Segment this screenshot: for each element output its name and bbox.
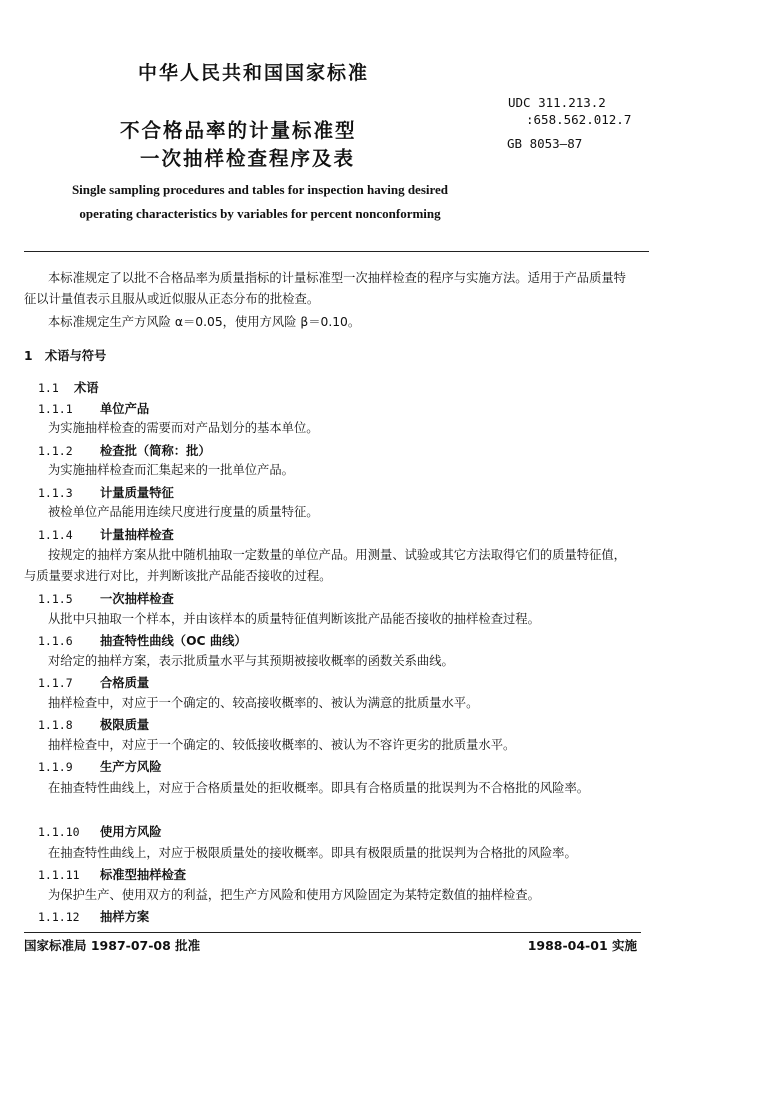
document-title (120, 117, 357, 173)
term-definition: 为保护生产、使用双方的利益，把生产方风险和使用方风险固定为某特定数值的抽样检查。 (48, 888, 540, 902)
english-title (0, 178, 520, 226)
udc-classification (508, 94, 631, 128)
approval-date: 国家标准局 1987-07-08 批准 (24, 938, 201, 953)
term-heading (38, 673, 149, 691)
term-number: 1.1.7 (38, 676, 73, 690)
term-heading (38, 483, 174, 501)
term-name: 一次抽样检查 (100, 592, 174, 606)
term-heading (38, 589, 174, 607)
term-name: 生产方风险 (100, 760, 162, 774)
term-number: 1.1.5 (38, 592, 73, 606)
term-number: 1.1.8 (38, 718, 73, 732)
term-name: 抽样方案 (100, 910, 150, 924)
intro-paragraph-1: 本标准规定了以批不合格品率为质量指标的计量标准型一次抽样检查的程序与实施方法。适用于产品质量特征以计量值表示且服从或近似服从正态分布的批检查。 (24, 271, 626, 306)
term-name: 计量抽样检查 (100, 528, 174, 542)
term-number: 1.1.12 (38, 910, 80, 924)
header-divider (24, 251, 649, 252)
term-heading (38, 631, 247, 649)
term-number: 1.1.11 (38, 868, 80, 882)
term-definition: 被检单位产品能用连续尺度进行度量的质量特征。 (48, 505, 319, 519)
term-name: 标准型抽样检查 (100, 868, 187, 882)
subsection-heading (38, 378, 99, 396)
footer-divider (24, 932, 641, 933)
term-name: 极限质量 (100, 718, 150, 732)
udc-line-1: UDC 311.213.2 (508, 95, 606, 110)
term-definition: 按规定的抽样方案从批中随机抽取一定数量的单位产品。用测量、试验或其它方法取得它们的质量特征值，与质量要求进行对比，并判断该批产品能否接收的过程。 (24, 548, 626, 583)
term-heading (38, 715, 149, 733)
term-definition: 对给定的抽样方案，表示批质量水平与其预期被接收概率的函数关系曲线。 (48, 654, 454, 668)
section-heading: 1 术语与符号 (24, 349, 107, 363)
term-name: 检查批（简称：批） (100, 444, 211, 458)
term-definition: 在抽查特性曲线上，对应于合格质量处的拒收概率。即具有合格质量的批误判为不合格批的风险率。 (48, 781, 590, 795)
term-heading (38, 907, 149, 925)
english-title-line-1: Single sampling procedures and tables for inspection having desired (71, 182, 449, 197)
term-name: 抽查特性曲线（OC 曲线） (100, 634, 247, 648)
term-definition: 为实施抽样检查的需要而对产品划分的基本单位。 (48, 421, 319, 435)
intro-paragraph-2: 本标准规定生产方风险 α＝0.05，使用方风险 β＝0.10。 (48, 315, 361, 329)
udc-line-2: :658.562.012.7 (526, 112, 632, 127)
term-number: 1.1.6 (38, 634, 73, 648)
term-number: 1.1.4 (38, 528, 73, 542)
term-name: 单位产品 (100, 402, 150, 416)
term-definition: 在抽查特性曲线上，对应于极限质量处的接收概率。即具有极限质量的批误判为合格批的风险率。 (48, 846, 577, 860)
term-heading (38, 865, 186, 883)
term-definition: 抽样检查中，对应于一个确定的、较低接收概率的、被认为不容许更劣的批质量水平。 (48, 738, 516, 752)
term-definition: 为实施抽样检查而汇集起来的一批单位产品。 (48, 463, 294, 477)
term-number: 1.1.1 (38, 402, 73, 416)
term-heading (38, 757, 162, 775)
english-title-line-2: operating characteristics by variables for percent nonconforming (79, 206, 441, 221)
effective-date: 1988-04-01 实施 (527, 938, 637, 953)
term-name: 计量质量特征 (100, 486, 174, 500)
subsection-number: 1.1 (38, 381, 59, 395)
term-definition: 从批中只抽取一个样本，并由该样本的质量特征值判断该批产品能否接收的抽样检查过程。 (48, 612, 540, 626)
term-number: 1.1.10 (38, 825, 80, 839)
term-heading (38, 399, 149, 417)
term-number: 1.1.2 (38, 444, 73, 458)
term-heading (38, 441, 211, 459)
term-name: 合格质量 (100, 676, 150, 690)
term-heading (38, 525, 174, 543)
gb-number: GB 8053—87 (507, 136, 583, 151)
term-name: 使用方风险 (100, 825, 162, 839)
title-line-1: 不合格品率的计量标准型 (120, 119, 357, 142)
term-number: 1.1.9 (38, 760, 73, 774)
title-line-2: 一次抽样检查程序及表 (140, 147, 356, 170)
term-number: 1.1.3 (38, 486, 73, 500)
subsection-title: 术语 (74, 381, 99, 395)
term-heading (38, 822, 162, 840)
term-definition: 抽样检查中，对应于一个确定的、较高接收概率的、被认为满意的批质量水平。 (48, 696, 479, 710)
national-standard-heading: 中华人民共和国国家标准 (138, 62, 370, 84)
